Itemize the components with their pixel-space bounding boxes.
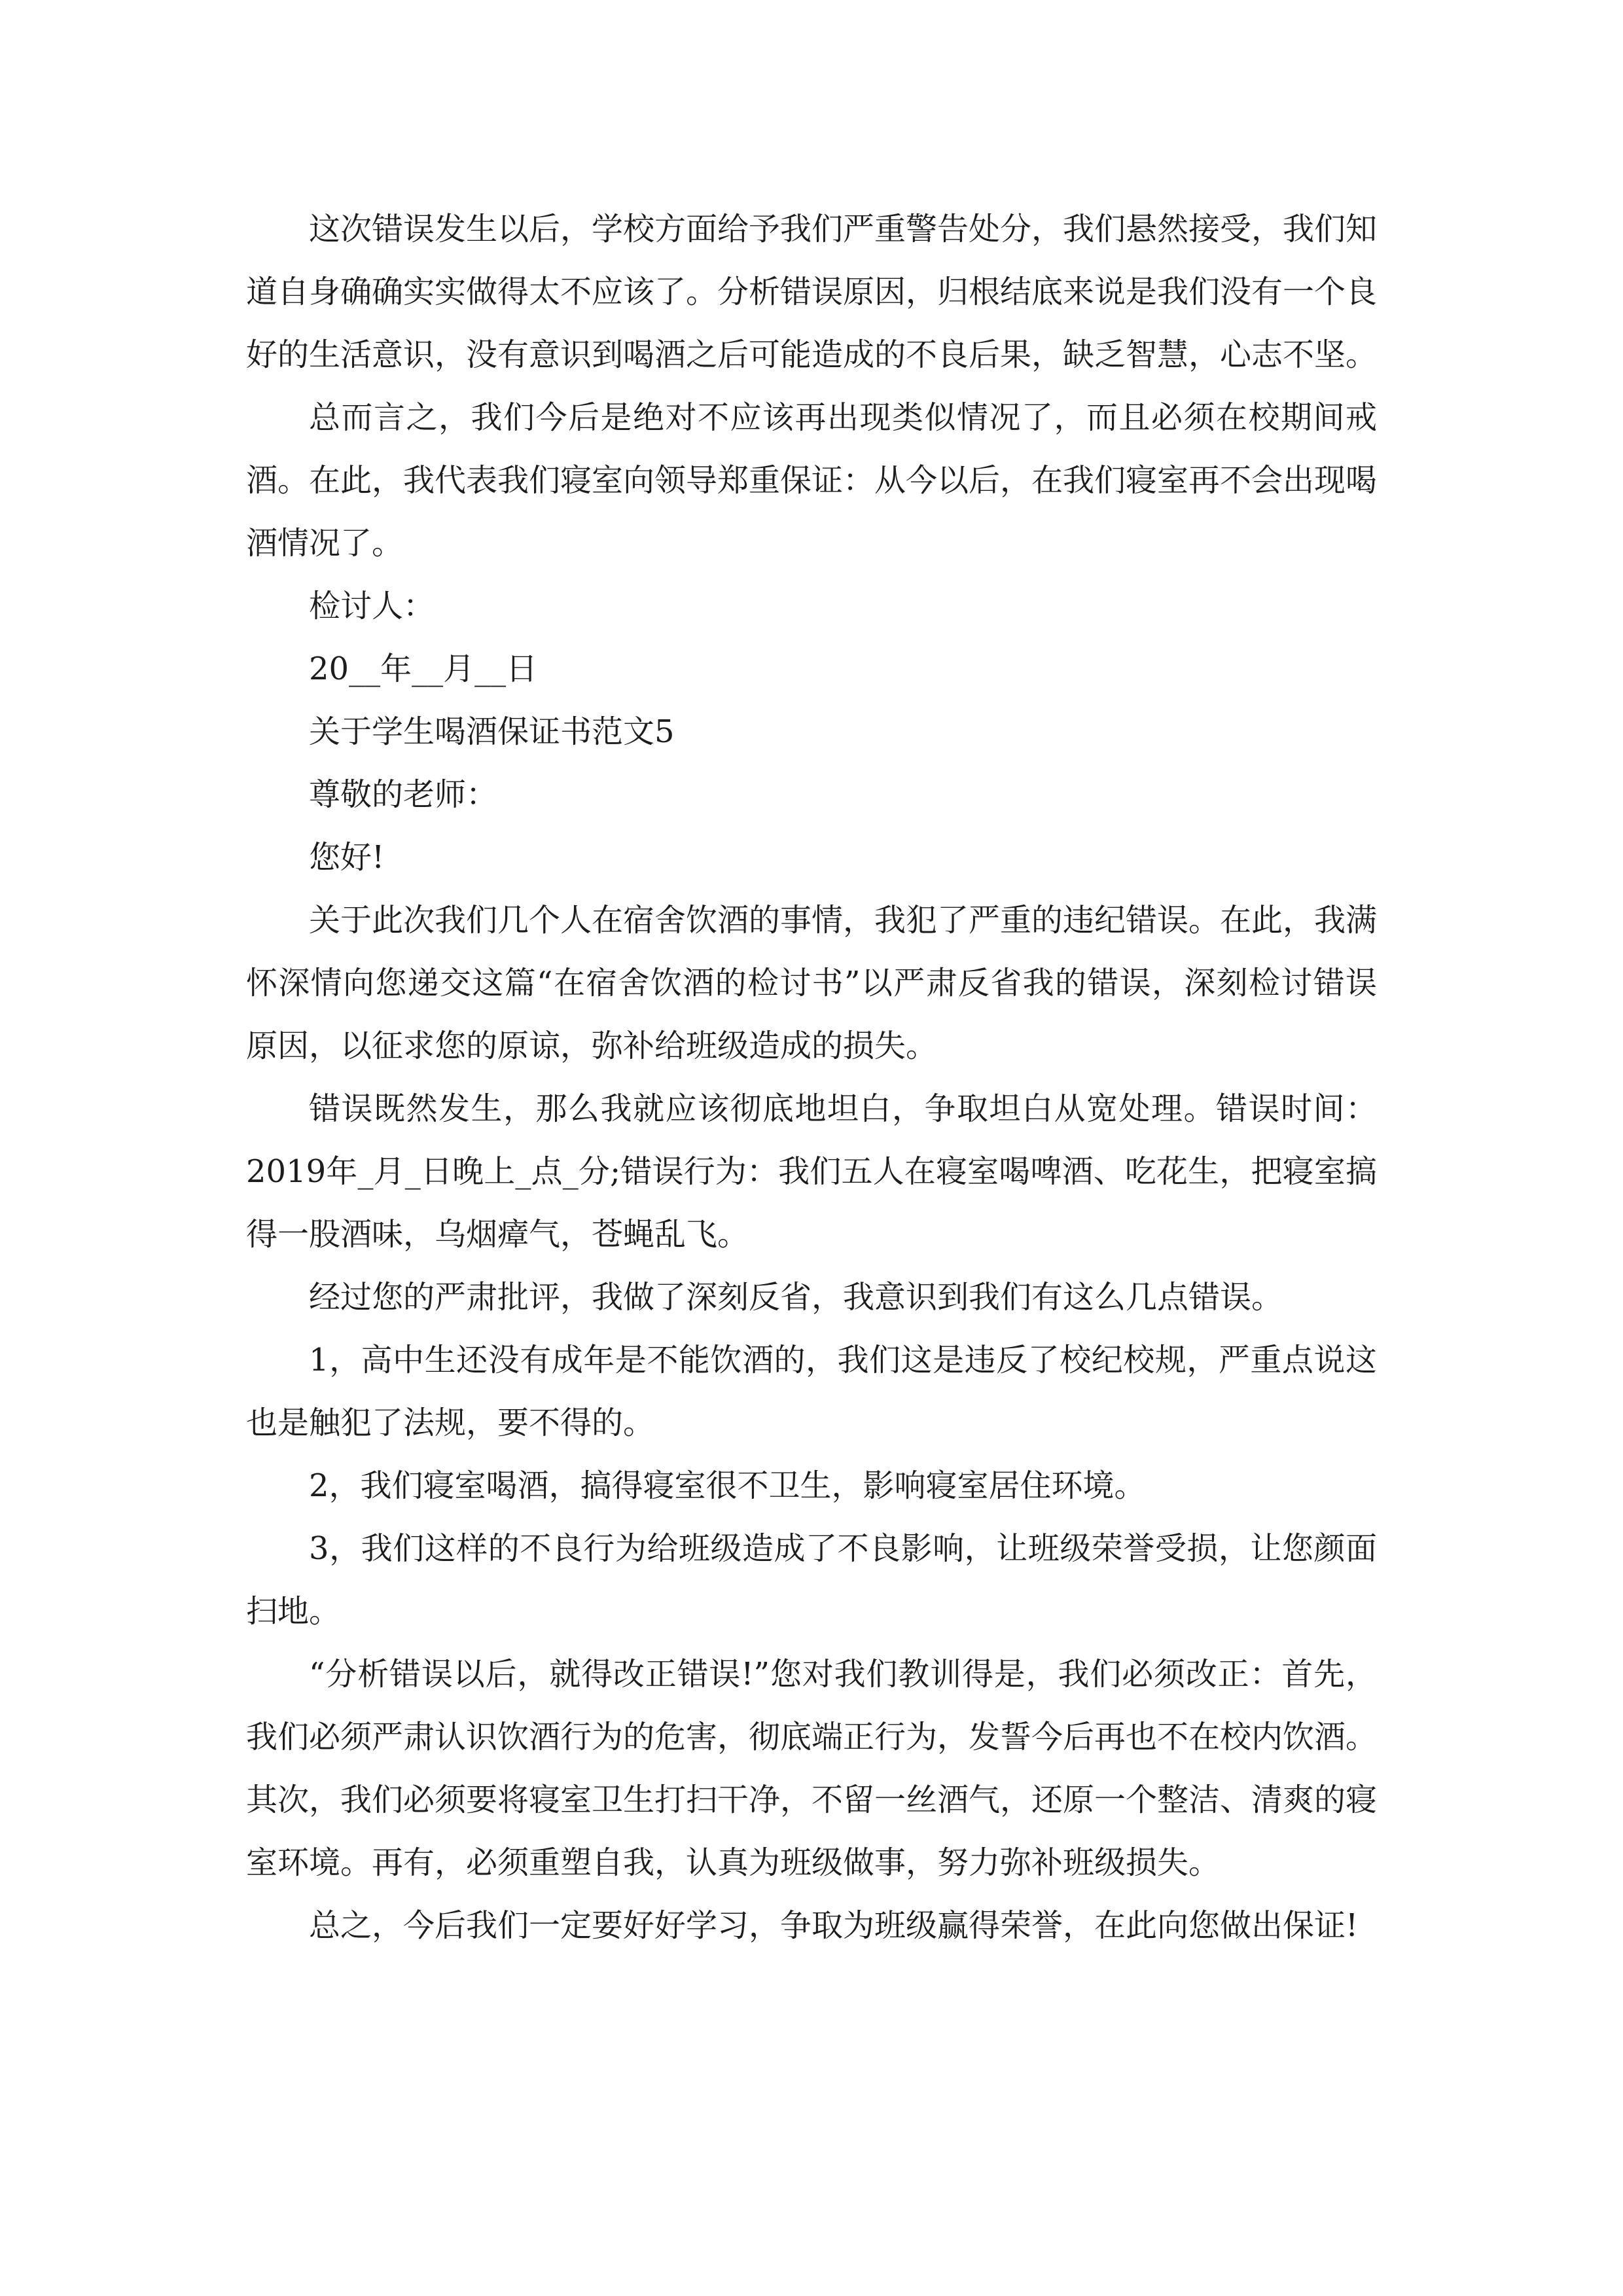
paragraph-corrections: “分析错误以后，就得改正错误!”您对我们教训得是，我们必须改正：首先，我们必须严肃认识饮酒行为的危害，彻底端正行为，发誓今后再也不在校内饮酒。其次，我们必须要将寝室卫生打扫干净，不留一丝酒气，还原一个整洁、清爽的寝室环境。再有，必须重塑自我，认真为班级做事，努力弥补班级损失。 [246,1656,1378,1881]
paragraph-intro: 关于此次我们几个人在宿舍饮酒的事情，我犯了严重的违纪错误。在此，我满怀深情向您递交这篇“在宿舍饮酒的检讨书”以严肃反省我的错误，深刻检讨错误原因，以征求您的原谅，弥补给班级造成的损失。 [246,902,1378,1064]
paragraph-confession: 错误既然发生，那么我就应该彻底地坦白，争取坦白从宽处理。错误时间：2019年_月_日晚上_点_分;错误行为：我们五人在寝室喝啤酒、吃花生，把寝室搞得一股酒味，乌烟瘴气，苍蝇乱飞。 [246,1090,1377,1253]
signature-line: 检讨人： [309,588,435,624]
document-body [246,198,1377,1957]
salutation: 尊敬的老师： [309,776,498,813]
list-item: 1，高中生还没有成年是不能饮酒的，我们这是违反了校纪校规，严重点说这也是触犯了法规，要不得的。 [246,1342,1377,1441]
greeting: 您好! [309,839,385,876]
paragraph-punishment: 这次错误发生以后，学校方面给予我们严重警告处分，我们悬然接受，我们知道自身确确实实做得太不应该了。分析错误原因，归根结底来说是我们没有一个良好的生活意识，没有意识到喝酒之后可能造成的不良后果，缺乏智慧，心志不坚。 [246,211,1378,373]
list-item: 3，我们这样的不良行为给班级造成了不良影响，让班级荣誉受损，让您颜面扫地。 [246,1530,1377,1630]
date-line: 20__年__月__日 [309,651,538,687]
list-item: 2，我们寝室喝酒，搞得寝室很不卫生，影响寝室居住环境。 [309,1467,1146,1504]
paragraph-conclusion: 总而言之，我们今后是绝对不应该再出现类似情况了，而且必须在校期间戒酒。在此，我代表我们寝室向领导郑重保证：从今以后，在我们寝室再不会出现喝酒情况了。 [246,399,1378,562]
paragraph-reflection: 经过您的严肃批评，我做了深刻反省，我意识到我们有这么几点错误。 [309,1279,1283,1316]
paragraph-closing: 总之，今后我们一定要好好学习，争取为班级赢得荣誉，在此向您做出保证! [309,1907,1359,1944]
section-title: 关于学生喝酒保证书范文5 [309,713,675,750]
